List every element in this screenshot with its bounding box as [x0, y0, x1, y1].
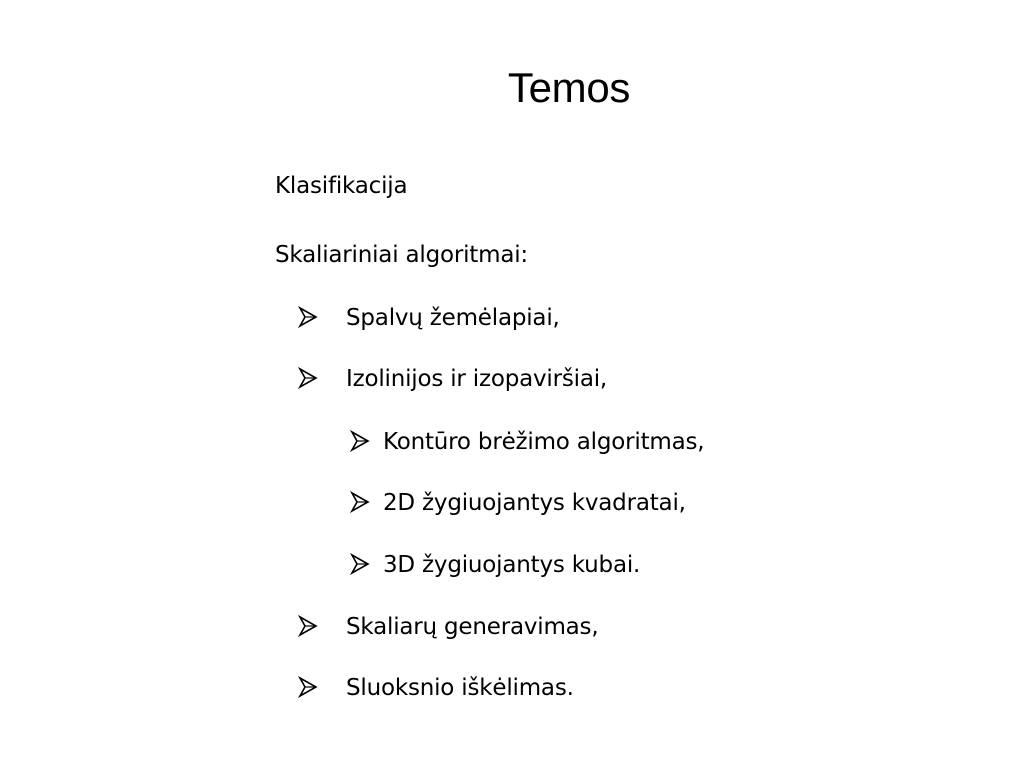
list-item-color-maps: Spalvų žemėlapiai,: [346, 305, 560, 331]
arrowhead-bullet-icon: [349, 491, 371, 513]
arrowhead-bullet-icon: [297, 306, 319, 328]
sub-item-contour-algorithm: Kontūro brėžimo algoritmas,: [383, 429, 705, 455]
arrowhead-bullet-icon: [297, 367, 319, 389]
paragraph-scalar-algorithms: Skaliariniai algoritmai:: [275, 242, 528, 268]
list-item-scalar-generation: Skaliarų generavimas,: [346, 614, 599, 640]
arrowhead-bullet-icon: [349, 553, 371, 575]
sub-item-marching-squares: 2D žygiuojantys kvadratai,: [383, 490, 686, 516]
arrowhead-bullet-icon: [297, 615, 319, 637]
arrowhead-bullet-icon: [297, 676, 319, 698]
slide-title: Temos: [507, 64, 631, 111]
list-item-layer-extraction: Sluoksnio iškėlimas.: [346, 675, 574, 701]
sub-item-marching-cubes: 3D žygiuojantys kubai.: [383, 552, 641, 578]
paragraph-classification: Klasifikacija: [275, 173, 408, 199]
list-item-isolines: Izolinijos ir izopaviršiai,: [346, 366, 608, 392]
arrowhead-bullet-icon: [349, 430, 371, 452]
